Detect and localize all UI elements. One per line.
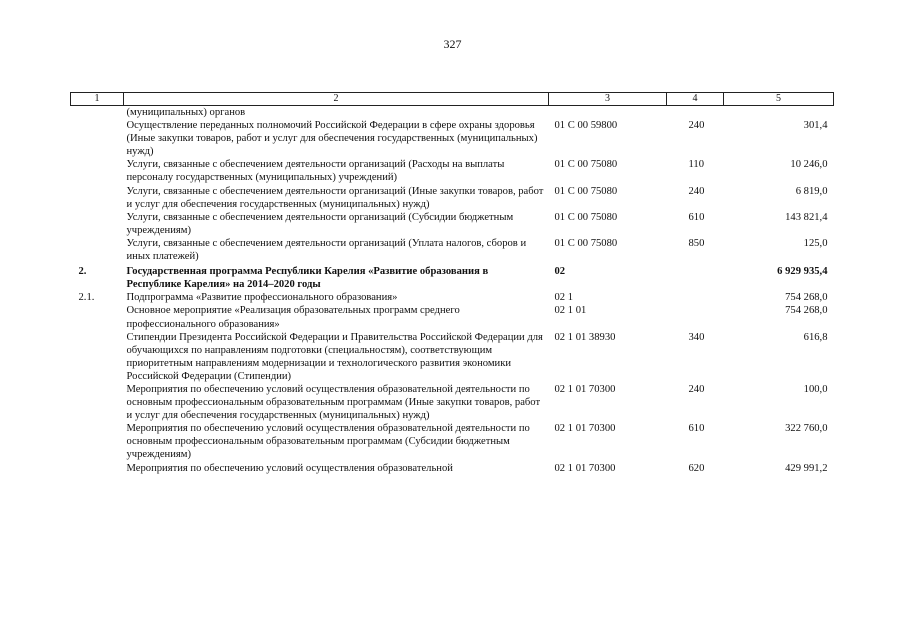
row-code-cell: 02 1 01 xyxy=(554,305,587,317)
header-col-4: 4 xyxy=(667,93,724,106)
row-amount-cell: 100,0 xyxy=(803,383,828,395)
row-amount-cell: 143 821,4 xyxy=(785,211,828,223)
row-name-cell: Стипендии Президента Российской Федерации и Правительства Российской Федерации для обучающихся по направлениям подготовки (специальностям), соответствующим приоритетным направлениям модернизации и технологического развития экономики Российской Федерации (Стипендии) xyxy=(126,331,543,382)
budget-table-container xyxy=(70,92,834,475)
row-number-cell xyxy=(71,383,124,422)
table-row xyxy=(71,422,834,461)
row-number-cell xyxy=(71,304,124,330)
row-kvr-cell: 610 xyxy=(688,211,705,223)
row-name-cell: Мероприятия по обеспечению условий осуществления образовательной деятельности по основным профессиональным образовательным программам (Иные закупки товаров, работ и услуг для обеспечения государственных (муниципальных) нужд) xyxy=(126,383,541,422)
row-amount-cell: 125,0 xyxy=(803,237,828,249)
row-code-cell: 01 С 00 59800 xyxy=(554,120,618,132)
row-kvr-cell: 240 xyxy=(688,185,705,197)
row-code-cell xyxy=(549,106,667,120)
row-amount-cell: 429 991,2 xyxy=(785,462,828,474)
row-code-cell: 01 С 00 75080 xyxy=(554,159,618,171)
row-code-cell: 02 1 xyxy=(554,292,574,304)
row-number-cell xyxy=(71,422,124,461)
row-kvr-cell xyxy=(667,304,724,330)
table-row xyxy=(71,211,834,237)
row-amount-cell xyxy=(724,106,834,120)
table-row xyxy=(71,304,834,330)
row-number-cell xyxy=(71,106,124,120)
row-kvr-cell: 620 xyxy=(688,462,705,474)
row-code-cell: 01 С 00 75080 xyxy=(554,237,618,249)
header-col-3: 3 xyxy=(549,93,667,106)
row-number-cell xyxy=(71,462,124,475)
row-amount-cell: 301,4 xyxy=(803,120,828,132)
row-number-cell xyxy=(71,331,124,383)
row-name-cell: Мероприятия по обеспечению условий осуществления образовательной xyxy=(126,462,453,474)
table-header xyxy=(71,93,834,106)
table-row xyxy=(71,383,834,422)
table-body xyxy=(71,106,834,475)
table-row xyxy=(71,237,834,263)
row-kvr-cell xyxy=(667,291,724,304)
row-number-cell: 2. xyxy=(78,266,87,278)
row-amount-cell: 754 268,0 xyxy=(785,305,828,317)
row-number-cell xyxy=(71,211,124,237)
table-row xyxy=(71,462,834,475)
row-name-cell: (муниципальных) органов xyxy=(126,107,246,118)
row-amount-cell: 616,8 xyxy=(803,331,828,343)
table-row xyxy=(71,331,834,383)
row-number-cell xyxy=(71,119,124,158)
row-code-cell: 02 1 01 70300 xyxy=(554,423,616,435)
row-name-cell: Услуги, связанные с обеспечением деятельности организаций (Субсидии бюджетным учреждениям) xyxy=(126,211,514,236)
row-name-cell: Мероприятия по обеспечению условий осуществления образовательной деятельности по основным профессиональным образовательным программам (Субсидии бюджетным учреждениям) xyxy=(126,423,530,461)
row-name-cell: Основное мероприятие «Реализация образовательных программ среднего профессионального образования» xyxy=(126,305,460,330)
row-kvr-cell: 110 xyxy=(688,159,704,171)
row-amount-cell: 6 929 935,4 xyxy=(777,266,828,278)
row-code-cell: 02 1 01 70300 xyxy=(554,383,616,395)
row-name-cell: Услуги, связанные с обеспечением деятельности организаций (Иные закупки товаров, работ и услуг для обеспечения государственных (муниципальных) нужд) xyxy=(126,185,544,210)
table-row xyxy=(71,263,834,291)
row-kvr-cell: 850 xyxy=(688,237,705,249)
row-code-cell: 02 1 01 70300 xyxy=(554,462,616,474)
row-name-cell: Услуги, связанные с обеспечением деятельности организаций (Расходы на выплаты персоналу государственных (муниципальных) учреждений) xyxy=(126,159,505,184)
row-amount-cell: 6 819,0 xyxy=(795,185,828,197)
table-row xyxy=(71,106,834,120)
row-code-cell: 02 xyxy=(554,266,566,278)
row-name-cell: Услуги, связанные с обеспечением деятельности организаций (Уплата налогов, сборов и иных платежей) xyxy=(126,237,527,263)
row-number-cell: 2.1. xyxy=(78,292,95,304)
row-amount-cell: 754 268,0 xyxy=(785,292,828,304)
row-name-cell: Государственная программа Республики Карелия «Развитие образования в Республике Карелия» на 2014–2020 годы xyxy=(126,266,489,291)
row-kvr-cell xyxy=(667,106,724,120)
table-row xyxy=(71,291,834,304)
row-name-cell: Осуществление переданных полномочий Российской Федерации в сфере охраны здоровья (Иные закупки товаров, работ и услуг для обеспечения государственных (муниципальных) нужд) xyxy=(126,120,538,158)
row-kvr-cell: 240 xyxy=(688,383,705,395)
row-number-cell xyxy=(71,237,124,263)
row-number-cell xyxy=(71,185,124,211)
row-kvr-cell: 240 xyxy=(688,120,705,132)
row-amount-cell: 322 760,0 xyxy=(785,423,828,435)
row-code-cell: 01 С 00 75080 xyxy=(554,211,618,223)
row-code-cell: 02 1 01 38930 xyxy=(554,331,616,343)
header-row xyxy=(71,93,834,106)
row-name-cell: Подпрограмма «Развитие профессионального образования» xyxy=(126,292,398,304)
table-row xyxy=(71,185,834,211)
header-col-2: 2 xyxy=(124,93,549,106)
row-kvr-cell xyxy=(667,263,724,291)
row-number-cell xyxy=(71,158,124,184)
row-kvr-cell: 340 xyxy=(688,331,705,343)
budget-table xyxy=(70,92,834,475)
header-col-1: 1 xyxy=(71,93,124,106)
table-row xyxy=(71,119,834,158)
row-code-cell: 01 С 00 75080 xyxy=(554,185,618,197)
row-amount-cell: 10 246,0 xyxy=(790,159,828,171)
table-row xyxy=(71,158,834,184)
page-number: 327 xyxy=(443,37,462,51)
row-kvr-cell: 610 xyxy=(688,423,705,435)
header-col-5: 5 xyxy=(724,93,834,106)
